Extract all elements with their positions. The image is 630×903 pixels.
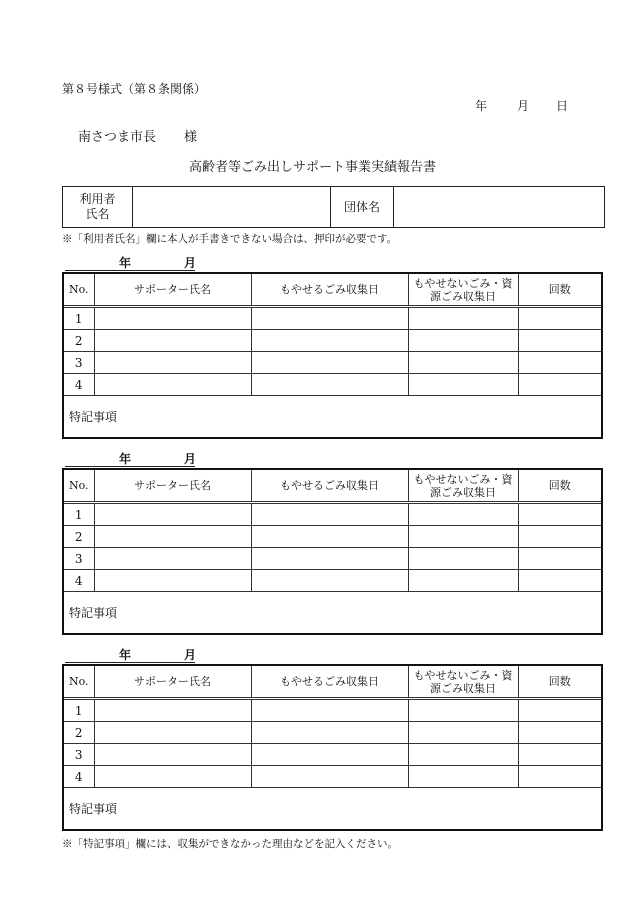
nonburnable-cell[interactable]	[408, 722, 518, 744]
header-nonburnable-line1: もやせないごみ・資	[413, 276, 513, 290]
table-row	[64, 744, 601, 766]
count-cell[interactable]	[518, 307, 601, 330]
nonburnable-cell[interactable]	[408, 374, 518, 396]
supporter-cell[interactable]	[94, 503, 251, 526]
form-number: 第８号様式（第８条関係）	[62, 82, 207, 96]
period-1-label	[65, 256, 195, 271]
group-name-label: 団体名	[331, 187, 394, 227]
burnable-cell[interactable]	[251, 374, 408, 396]
table-row	[64, 570, 601, 592]
header-burnable: もやせるごみ収集日	[251, 666, 408, 699]
nonburnable-cell[interactable]	[408, 699, 518, 722]
date-day-label: 日	[556, 99, 569, 113]
burnable-cell[interactable]	[251, 699, 408, 722]
burnable-cell[interactable]	[251, 570, 408, 592]
supporter-cell[interactable]	[94, 548, 251, 570]
report-block-1	[62, 272, 603, 439]
row-number: 4	[64, 374, 94, 396]
burnable-cell[interactable]	[251, 722, 408, 744]
table-row	[64, 374, 601, 396]
nonburnable-cell[interactable]	[408, 766, 518, 788]
count-cell[interactable]	[518, 570, 601, 592]
nonburnable-cell[interactable]	[408, 744, 518, 766]
header-no: No.	[64, 470, 94, 503]
nonburnable-cell[interactable]	[408, 526, 518, 548]
burnable-cell[interactable]	[251, 548, 408, 570]
user-name-field[interactable]	[133, 187, 331, 227]
header-supporter: サポーター氏名	[94, 274, 251, 307]
user-name-label-line1: 利用者	[79, 192, 116, 206]
table-row	[64, 766, 601, 788]
user-name-label-line2: 氏名	[85, 207, 110, 221]
burnable-cell[interactable]	[251, 766, 408, 788]
table-row	[64, 307, 601, 330]
row-number: 2	[64, 722, 94, 744]
note-bottom: ※「特記事項」欄には、収集ができなかった理由などを記入ください。	[62, 838, 398, 850]
header-nonburnable-line1: もやせないごみ・資	[413, 668, 513, 682]
header-nonburnable	[408, 274, 518, 307]
row-number: 3	[64, 744, 94, 766]
header-no: No.	[64, 666, 94, 699]
table-row	[64, 352, 601, 374]
header-nonburnable	[408, 470, 518, 503]
count-cell[interactable]	[518, 744, 601, 766]
period-2-label	[65, 452, 195, 467]
page-title: 高齢者等ごみ出しサポート事業実績報告書	[189, 160, 437, 175]
nonburnable-cell[interactable]	[408, 570, 518, 592]
header-nonburnable-line2: 源ごみ収集日	[430, 485, 496, 499]
period-1-month: 月	[184, 256, 197, 270]
supporter-cell[interactable]	[94, 526, 251, 548]
group-name-field[interactable]	[394, 187, 604, 227]
period-2-month: 月	[184, 452, 197, 466]
table-row	[64, 548, 601, 570]
nonburnable-cell[interactable]	[408, 352, 518, 374]
header-supporter: サポーター氏名	[94, 666, 251, 699]
supporter-cell[interactable]	[94, 699, 251, 722]
count-cell[interactable]	[518, 722, 601, 744]
nonburnable-cell[interactable]	[408, 307, 518, 330]
burnable-cell[interactable]	[251, 307, 408, 330]
header-burnable: もやせるごみ収集日	[251, 470, 408, 503]
header-count: 回数	[518, 274, 601, 307]
report-block-3	[62, 664, 603, 831]
row-number: 3	[64, 548, 94, 570]
nonburnable-cell[interactable]	[408, 503, 518, 526]
notes-field[interactable]: 特記事項	[64, 592, 601, 633]
header-count: 回数	[518, 470, 601, 503]
report-block-2	[62, 468, 603, 635]
row-number: 1	[64, 307, 94, 330]
supporter-cell[interactable]	[94, 722, 251, 744]
table-row	[64, 699, 601, 722]
burnable-cell[interactable]	[251, 526, 408, 548]
count-cell[interactable]	[518, 548, 601, 570]
row-number: 3	[64, 352, 94, 374]
count-cell[interactable]	[518, 330, 601, 352]
date-year-label: 年	[475, 99, 488, 113]
burnable-cell[interactable]	[251, 352, 408, 374]
table-row	[64, 503, 601, 526]
addressee-honorific: 様	[184, 130, 198, 145]
addressee-mayor: 南さつま市長	[78, 130, 157, 145]
count-cell[interactable]	[518, 526, 601, 548]
row-number: 2	[64, 330, 94, 352]
header-supporter: サポーター氏名	[94, 470, 251, 503]
table-row	[64, 722, 601, 744]
burnable-cell[interactable]	[251, 744, 408, 766]
burnable-cell[interactable]	[251, 330, 408, 352]
period-2-year: 年	[119, 452, 132, 466]
count-cell[interactable]	[518, 503, 601, 526]
period-3-label	[65, 648, 195, 663]
supporter-cell[interactable]	[94, 374, 251, 396]
header-nonburnable-line2: 源ごみ収集日	[430, 681, 496, 695]
count-cell[interactable]	[518, 766, 601, 788]
header-nonburnable-line2: 源ごみ収集日	[430, 289, 496, 303]
supporter-cell[interactable]	[94, 744, 251, 766]
period-1-year: 年	[119, 256, 132, 270]
row-number: 2	[64, 526, 94, 548]
header-count: 回数	[518, 666, 601, 699]
header-nonburnable	[408, 666, 518, 699]
notes-field[interactable]: 特記事項	[64, 396, 601, 437]
user-name-label	[63, 187, 133, 227]
supporter-cell[interactable]	[94, 570, 251, 592]
table-row	[64, 526, 601, 548]
header-nonburnable-line1: もやせないごみ・資	[413, 472, 513, 486]
date-month-label: 月	[517, 99, 530, 113]
row-number: 1	[64, 503, 94, 526]
count-cell[interactable]	[518, 374, 601, 396]
notes-field[interactable]: 特記事項	[64, 788, 601, 829]
supporter-cell[interactable]	[94, 330, 251, 352]
supporter-cell[interactable]	[94, 766, 251, 788]
header-burnable: もやせるごみ収集日	[251, 274, 408, 307]
period-3-year: 年	[119, 648, 132, 662]
supporter-cell[interactable]	[94, 307, 251, 330]
nonburnable-cell[interactable]	[408, 548, 518, 570]
count-cell[interactable]	[518, 699, 601, 722]
header-no: No.	[64, 274, 94, 307]
row-number: 4	[64, 766, 94, 788]
row-number: 4	[64, 570, 94, 592]
row-number: 1	[64, 699, 94, 722]
period-3-month: 月	[184, 648, 197, 662]
table-row	[64, 330, 601, 352]
burnable-cell[interactable]	[251, 503, 408, 526]
nonburnable-cell[interactable]	[408, 330, 518, 352]
count-cell[interactable]	[518, 352, 601, 374]
user-info-box	[62, 186, 605, 228]
note-top: ※「利用者氏名」欄に本人が手書きできない場合は、押印が必要です。	[62, 233, 398, 245]
supporter-cell[interactable]	[94, 352, 251, 374]
